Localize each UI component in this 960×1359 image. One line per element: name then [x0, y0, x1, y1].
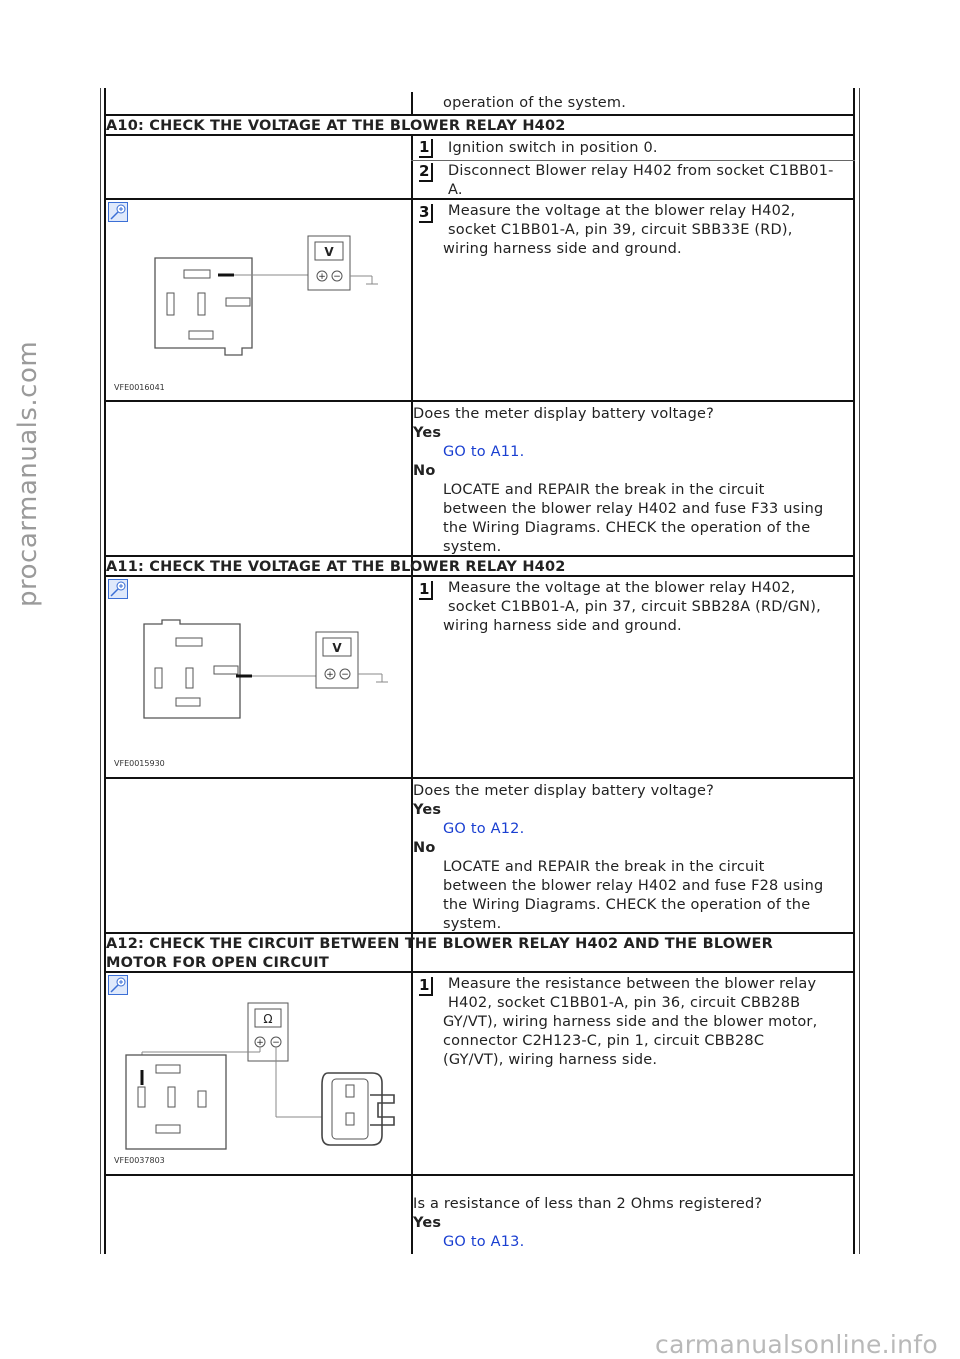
step-number: 3 [419, 204, 433, 223]
step-number: 1 [419, 977, 433, 996]
svg-text:+: + [326, 670, 334, 680]
no-action-text: LOCATE and REPAIR the break in the circuit [443, 859, 765, 875]
svg-text:+: + [318, 272, 326, 282]
step-text: Ignition switch in position 0. [448, 140, 658, 156]
step-number: 1 [419, 139, 433, 158]
zoom-icon[interactable] [108, 975, 128, 995]
no-action-text: system. [443, 916, 502, 932]
yes-label: Yes [413, 1215, 442, 1231]
no-action-text: system. [443, 539, 502, 555]
step-text: H402, socket C1BB01-A, pin 36, circuit CBB28B [448, 995, 801, 1011]
svg-text:+: + [256, 1038, 264, 1048]
step-text: GY/VT), wiring harness side and the blower motor, [443, 1014, 818, 1030]
no-action-text: between the blower relay H402 and fuse F33 using [443, 501, 824, 517]
step-text: Measure the voltage at the blower relay H402, [448, 203, 796, 219]
meter-symbol: Ω [263, 1012, 273, 1026]
figure-code: VFE0037803 [114, 1156, 165, 1165]
step-text: connector C2H123-C, pin 1, circuit CBB28C [443, 1033, 765, 1049]
step-text: (GY/VT), wiring harness side. [443, 1052, 658, 1068]
step-text: Measure the voltage at the blower relay H402, [448, 580, 796, 596]
step-text: socket C1BB01-A, pin 37, circuit SBB28A (RD/GN), [448, 599, 821, 615]
no-action-text: LOCATE and REPAIR the break in the circuit [443, 482, 765, 498]
step-text: wiring harness side and ground. [443, 618, 682, 634]
question-text: Does the meter display battery voltage? [413, 406, 715, 422]
question-text: Is a resistance of less than 2 Ohms registered? [413, 1196, 763, 1212]
go-to-a12-link[interactable]: GO to A12. [443, 821, 525, 837]
relay-to-motor-resistance-diagram [110, 995, 405, 1170]
section-heading-a12: A12: CHECK THE CIRCUIT BETWEEN THE BLOWER RELAY H402 AND THE BLOWER [106, 936, 773, 952]
section-heading-a12: MOTOR FOR OPEN CIRCUIT [106, 955, 329, 971]
question-text: Does the meter display battery voltage? [413, 783, 715, 799]
side-watermark: procarmanuals.com [13, 340, 43, 607]
step-number: 1 [419, 581, 433, 600]
figure-code: VFE0015930 [114, 759, 165, 768]
no-label: No [413, 840, 436, 856]
section-heading-a11: A11: CHECK THE VOLTAGE AT THE BLOWER RELAY H402 [106, 559, 566, 575]
step-text: wiring harness side and ground. [443, 241, 682, 257]
svg-text:−: − [333, 272, 341, 282]
go-to-a11-link[interactable]: GO to A11. [443, 444, 525, 460]
step-number: 2 [419, 163, 433, 182]
no-action-text: between the blower relay H402 and fuse F28 using [443, 878, 824, 894]
go-to-a13-link[interactable]: GO to A13. [443, 1234, 525, 1250]
step-text: Measure the resistance between the blower relay [448, 976, 817, 992]
no-label: No [413, 463, 436, 479]
continuation-text: operation of the system. [443, 95, 627, 111]
meter-symbol: V [324, 245, 334, 259]
relay-socket-voltage-diagram [110, 228, 380, 398]
step-text: A. [448, 182, 463, 198]
no-action-text: the Wiring Diagrams. CHECK the operation of the [443, 897, 811, 913]
section-heading-a10: A10: CHECK THE VOLTAGE AT THE BLOWER RELAY H402 [106, 118, 566, 134]
bottom-watermark: carmanualsonline.info [655, 1330, 938, 1359]
svg-text:−: − [341, 670, 349, 680]
zoom-icon[interactable] [108, 202, 128, 222]
yes-label: Yes [413, 802, 442, 818]
yes-label: Yes [413, 425, 442, 441]
svg-text:−: − [272, 1038, 280, 1048]
zoom-icon[interactable] [108, 579, 128, 599]
no-action-text: the Wiring Diagrams. CHECK the operation of the [443, 520, 811, 536]
step-text: Disconnect Blower relay H402 from socket C1BB01- [448, 163, 834, 179]
meter-symbol: V [332, 641, 342, 655]
relay-socket-voltage-diagram [110, 616, 400, 776]
figure-code: VFE0016041 [114, 383, 165, 392]
step-text: socket C1BB01-A, pin 39, circuit SBB33E (RD), [448, 222, 793, 238]
